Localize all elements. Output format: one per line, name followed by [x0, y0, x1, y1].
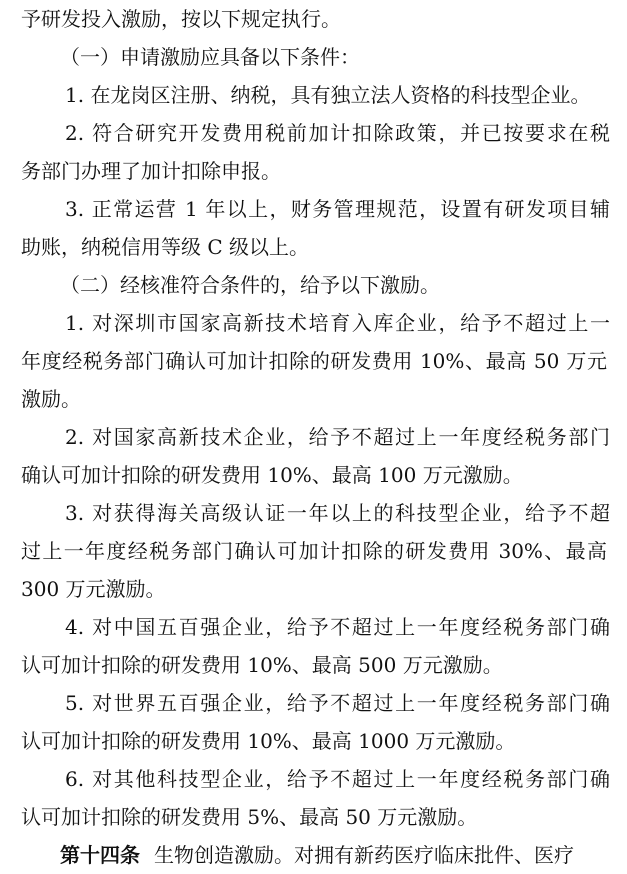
incentive-item-6: 6. 对其他科技型企业，给予不超过上一年度经税务部门确: [65, 767, 610, 791]
incentive-item-1-cont: 年度经税务部门确认可加计扣除的研发费用 10%、最高 50 万元: [21, 349, 607, 373]
condition-item-1: 1. 在龙岗区注册、纳税，具有独立法人资格的科技型企业。: [65, 83, 591, 107]
incentive-item-4-cont: 认可加计扣除的研发费用 10%、最高 500 万元激励。: [21, 653, 503, 677]
condition-item-3-cont: 助账，纳税信用等级 C 级以上。: [21, 235, 310, 259]
incentive-item-1: 1. 对深圳市国家高新技术培育入库企业，给予不超过上一: [65, 311, 610, 335]
incentive-item-2: 2. 对国家高新技术企业，给予不超过上一年度经税务部门: [65, 425, 610, 449]
incentive-item-2-cont: 确认可加计扣除的研发费用 10%、最高 100 万元激励。: [21, 463, 523, 487]
section-heading-conditions: （一）申请激励应具备以下条件：: [60, 45, 360, 69]
condition-item-2: 2. 符合研究开发费用税前加计扣除政策，并已按要求在税: [65, 121, 610, 145]
incentive-item-5: 5. 对世界五百强企业，给予不超过上一年度经税务部门确: [65, 691, 610, 715]
article-14-text: 生物创造激励。对拥有新药医疗临床批件、医疗: [154, 843, 574, 867]
condition-item-3: 3. 正常运营 1 年以上，财务管理规范，设置有研发项目辅: [65, 197, 610, 221]
section-heading-incentives: （二）经核准符合条件的，给予以下激励。: [60, 273, 440, 297]
article-14-label: 第十四条: [60, 843, 140, 867]
incentive-item-4: 4. 对中国五百强企业，给予不超过上一年度经税务部门确: [65, 615, 610, 639]
condition-item-2-cont: 务部门办理了加计扣除申报。: [21, 159, 281, 183]
incentive-item-5-cont: 认可加计扣除的研发费用 10%、最高 1000 万元激励。: [21, 729, 516, 753]
text-line: 予研发投入激励，按以下规定执行。: [21, 7, 341, 31]
incentive-item-6-cont: 认可加计扣除的研发费用 5%、最高 50 万元激励。: [21, 805, 478, 829]
incentive-item-3-end: 300 万元激励。: [21, 577, 166, 601]
incentive-item-3: 3. 对获得海关高级认证一年以上的科技型企业，给予不超: [65, 501, 610, 525]
article-14-line: [60, 836, 620, 874]
incentive-item-1-end: 激励。: [21, 387, 81, 411]
incentive-item-3-cont: 过上一年度经税务部门确认可加计扣除的研发费用 30%、最高: [21, 539, 607, 563]
